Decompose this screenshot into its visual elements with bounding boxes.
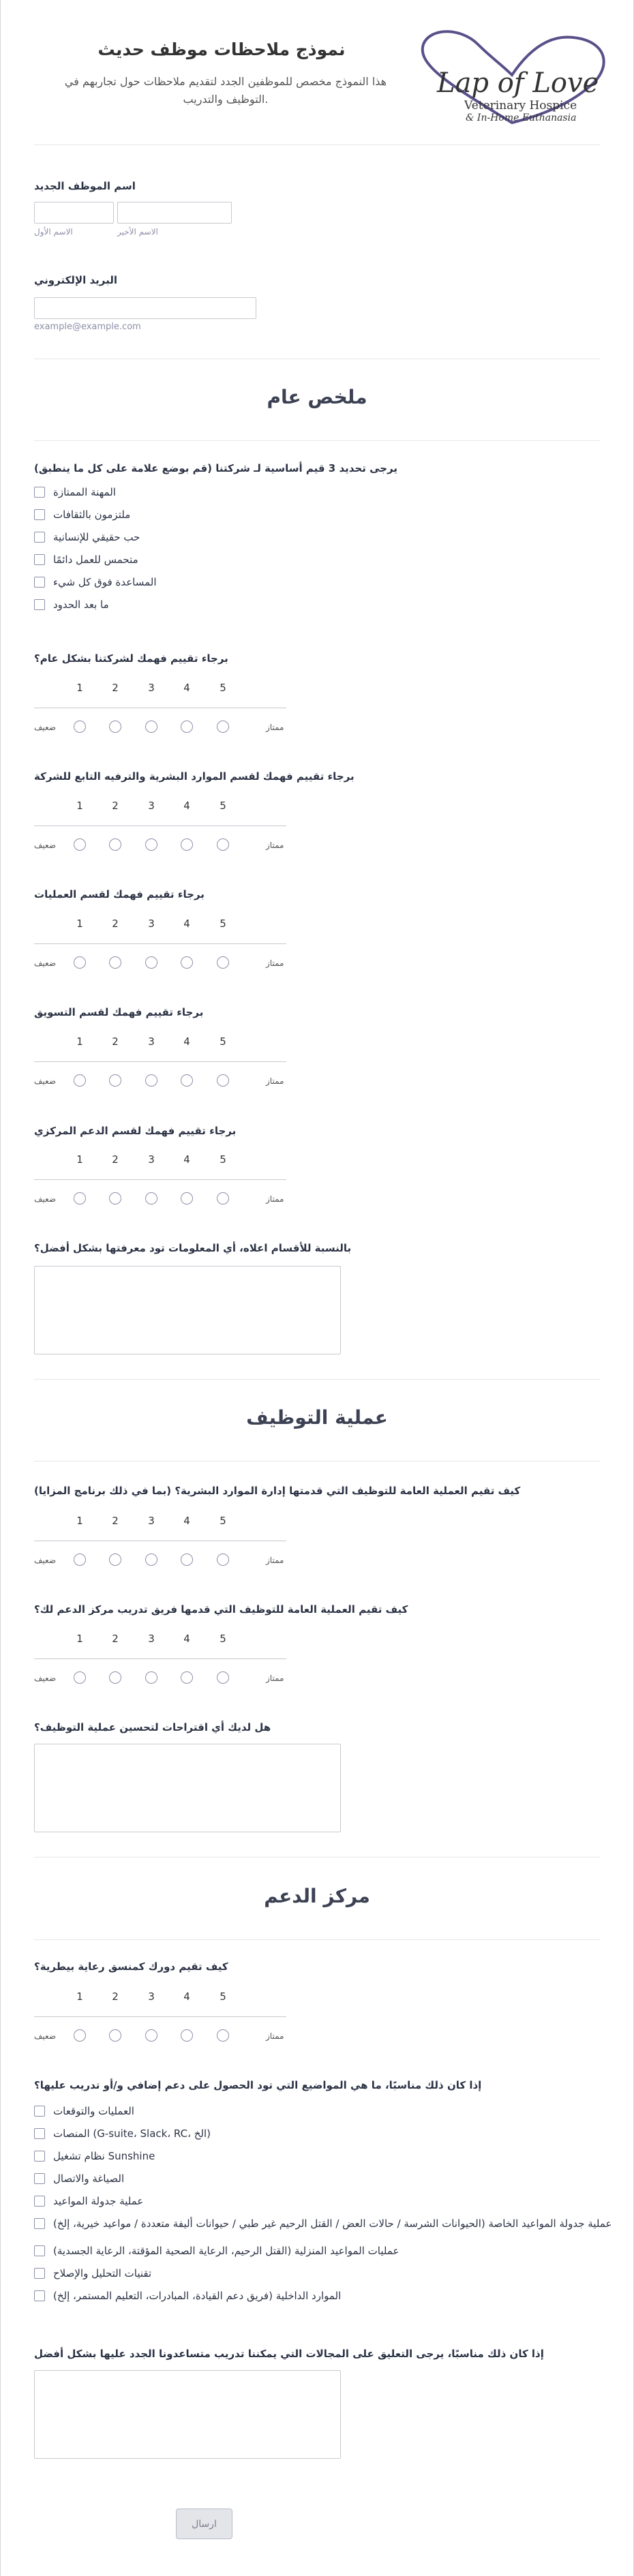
info-textarea[interactable] — [34, 1266, 341, 1354]
scale-high-label: ممتاز — [266, 1076, 284, 1086]
logo-lettering: Lap of Love — [437, 67, 599, 99]
scale-number: 1 — [76, 1153, 83, 1166]
scale-number: 3 — [148, 800, 155, 812]
checkbox[interactable] — [34, 2268, 45, 2279]
rating-radio[interactable] — [181, 1554, 193, 1566]
scale-number: 2 — [112, 1153, 119, 1166]
rating-radio[interactable] — [145, 1074, 157, 1087]
scale-number: 3 — [148, 1515, 155, 1527]
scale-number: 1 — [76, 1990, 83, 2003]
rating-question-label: كيف تقيم العملية العامة للتوظيف التي قدمها فريق تدريب مركز الدعم لك؟ — [34, 1603, 408, 1616]
scale-number: 2 — [112, 1633, 119, 1645]
checkbox[interactable] — [34, 554, 45, 565]
rating-radio[interactable] — [74, 1671, 86, 1684]
checkbox-label: عملية جدولة المواعيد الخاصة (الحيوانات الشرسة / حالات العض / القتل الرحيم غير طبي / حيوانات أليفة متعددة / مواعيد خيرية، إلخ) — [53, 2217, 612, 2230]
scale-number: 3 — [148, 1633, 155, 1645]
scale-number: 3 — [148, 682, 155, 694]
checkbox-label: عمليات المواعيد المنزلية (القتل الرحيم، الرعاية الصحية المؤقتة، الرعاية الجسدية) — [53, 2245, 399, 2257]
rating-scale — [34, 918, 286, 979]
rating-radio[interactable] — [145, 721, 157, 733]
rating-radio[interactable] — [181, 956, 193, 969]
rating-radio[interactable] — [74, 721, 86, 733]
scale-high-label: ممتاز — [266, 2031, 284, 2041]
rating-radio[interactable] — [217, 1192, 229, 1204]
rating-radio[interactable] — [181, 838, 193, 851]
scale-number: 4 — [183, 1515, 190, 1527]
rating-radio[interactable] — [145, 1192, 157, 1204]
rating-question-label: كيف تقيم العملية العامة للتوظيف التي قدمتها إدارة الموارد البشرية؟ (بما في ذلك برنامج المزايا) — [34, 1485, 521, 1497]
scale-high-label: ممتاز — [266, 958, 284, 968]
scale-number: 5 — [220, 1035, 226, 1048]
checkbox[interactable] — [34, 532, 45, 543]
scale-number: 2 — [112, 682, 119, 694]
checkbox-label: الصياغة والاتصال — [53, 2172, 125, 2185]
rating-radio[interactable] — [109, 1074, 121, 1087]
scale-high-label: ممتاز — [266, 1556, 284, 1565]
scale-number: 2 — [112, 1990, 119, 2003]
rating-radio[interactable] — [217, 838, 229, 851]
scale-low-label: ضعيف — [34, 958, 57, 968]
scale-number: 4 — [183, 1035, 190, 1048]
scale-divider — [34, 2016, 286, 2017]
checkbox[interactable] — [34, 487, 45, 498]
checkbox-option[interactable] — [34, 2193, 143, 2209]
scale-number: 5 — [220, 682, 226, 694]
rating-radio[interactable] — [109, 1671, 121, 1684]
email-label: البريد الإلكتروني — [34, 274, 117, 286]
checkbox[interactable] — [34, 2196, 45, 2207]
rating-radio[interactable] — [74, 838, 86, 851]
suggestions-question-label: هل لديك أي اقتراحات لتحسين عملية التوظيف؟ — [34, 1721, 271, 1733]
scale-number: 2 — [112, 918, 119, 930]
scale-number: 1 — [76, 1515, 83, 1527]
scale-number: 3 — [148, 1153, 155, 1166]
rating-scale — [34, 1990, 286, 2052]
suggestions-textarea[interactable] — [34, 1744, 341, 1832]
rating-radio[interactable] — [109, 1554, 121, 1566]
rating-radio[interactable] — [109, 956, 121, 969]
checkbox-label: عملية جدولة المواعيد — [53, 2195, 144, 2207]
form-title: نموذج ملاحظات موظف حديث — [97, 40, 346, 59]
rating-radio[interactable] — [109, 1192, 121, 1204]
scale-divider — [34, 1061, 286, 1062]
scale-number: 5 — [220, 1153, 226, 1166]
scale-high-label: ممتاز — [266, 1194, 284, 1204]
scale-high-label: ممتاز — [266, 840, 284, 850]
checkbox[interactable] — [34, 2290, 45, 2301]
rating-radio[interactable] — [74, 1192, 86, 1204]
rating-radio[interactable] — [109, 721, 121, 733]
checkbox-label: المساعدة فوق كل شيء — [53, 576, 157, 588]
scale-high-label: ممتاز — [266, 1673, 284, 1683]
rating-radio[interactable] — [74, 1074, 86, 1087]
checkbox-option[interactable] — [34, 596, 109, 613]
checkbox-label: العمليات والتوقعات — [53, 2105, 134, 2117]
checkbox-label: نظام تشغيل Sunshine — [53, 2150, 155, 2162]
checkbox-option[interactable] — [34, 2103, 134, 2119]
checkbox-label: حب حقيقي للإنسانية — [53, 531, 140, 543]
rating-scale — [34, 682, 286, 743]
rating-radio[interactable] — [217, 2029, 229, 2042]
rating-radio[interactable] — [181, 1074, 193, 1087]
checkbox-label: تقنيات التحليل والإصلاح — [53, 2267, 152, 2279]
rating-radio[interactable] — [145, 1671, 157, 1684]
scale-number: 2 — [112, 1035, 119, 1048]
scale-low-label: ضعيف — [34, 1556, 57, 1565]
scale-low-label: ضعيف — [34, 1076, 57, 1086]
checkbox[interactable] — [34, 577, 45, 588]
rating-question-label: برجاء تقييم فهمك لقسم التسويق — [34, 1006, 204, 1018]
rating-radio[interactable] — [181, 1192, 193, 1204]
scale-number: 3 — [148, 1990, 155, 2003]
email-sublabel: example@example.com — [34, 322, 141, 332]
scale-number: 5 — [220, 800, 226, 812]
rating-radio[interactable] — [181, 721, 193, 733]
rating-radio[interactable] — [217, 1671, 229, 1684]
section-heading-support: مركز الدعم — [264, 1885, 370, 1907]
scale-divider — [34, 825, 286, 826]
section-heading-overview: ملخص عام — [267, 386, 367, 408]
scale-divider — [34, 943, 286, 944]
scale-number: 4 — [183, 1633, 190, 1645]
rating-radio[interactable] — [145, 956, 157, 969]
checkbox-option[interactable] — [34, 574, 157, 590]
rating-radio[interactable] — [74, 1554, 86, 1566]
rating-scale — [34, 800, 286, 861]
checkbox[interactable] — [34, 2218, 45, 2229]
svg-text:Veterinary Hospice: Veterinary Hospice — [464, 99, 577, 112]
scale-low-label: ضعيف — [34, 1194, 57, 1204]
scale-low-label: ضعيف — [34, 723, 57, 732]
checkbox-option[interactable] — [34, 2125, 211, 2142]
checkbox-option[interactable] — [34, 506, 130, 523]
scale-number: 4 — [183, 1153, 190, 1166]
rating-radio[interactable] — [74, 956, 86, 969]
rating-question-label: كيف تقيم دورك كمنسق رعاية بيطرية؟ — [34, 1960, 228, 1973]
checkbox-option[interactable] — [34, 2288, 341, 2304]
checkbox-label: المهنة الممتازة — [53, 486, 116, 498]
scale-low-label: ضعيف — [34, 2031, 57, 2041]
rating-radio[interactable] — [217, 1074, 229, 1087]
checkbox-option[interactable] — [34, 2265, 151, 2282]
first-name-sublabel: الاسم الأول — [34, 227, 73, 237]
rating-scale — [34, 1633, 286, 1694]
info-question-label: بالنسبة للأقسام اعلاه، أي المعلومات تود معرفتها بشكل أفضل؟ — [34, 1242, 352, 1254]
svg-text:& In-Home Euthanasia: & In-Home Euthanasia — [466, 112, 577, 123]
checkbox[interactable] — [34, 2106, 45, 2117]
rating-radio[interactable] — [109, 838, 121, 851]
checkbox-option[interactable] — [34, 551, 138, 568]
rating-radio[interactable] — [181, 1671, 193, 1684]
rating-scale — [34, 1515, 286, 1576]
rating-radio[interactable] — [217, 956, 229, 969]
last-name-input[interactable] — [117, 202, 232, 224]
rating-question-label: برجاء تقييم فهمك لقسم الدعم المركزي — [34, 1125, 237, 1137]
checkbox-label: ملتزمون بالثقافات — [53, 509, 131, 521]
checkbox[interactable] — [34, 509, 45, 520]
last-name-sublabel: الاسم الأخير — [117, 227, 158, 237]
name-label: اسم الموظف الجديد — [34, 180, 136, 192]
rating-scale — [34, 1153, 286, 1215]
rating-question-label: برجاء تقييم فهمك لقسم الموارد البشرية والترفيه التابع للشركة — [34, 770, 354, 783]
rating-radio[interactable] — [109, 2029, 121, 2042]
checkbox[interactable] — [34, 2173, 45, 2184]
rating-radio[interactable] — [74, 2029, 86, 2042]
checkbox-option[interactable] — [34, 2148, 155, 2164]
checkbox[interactable] — [34, 2151, 45, 2162]
scale-low-label: ضعيف — [34, 840, 57, 850]
submit-button[interactable]: ارسال — [176, 2509, 232, 2539]
form-description: هذا النموذج مخصص للموظفين الجدد لتقديم ملاحظات حول تجاربهم في التوظيف والتدريب. — [64, 75, 387, 106]
scale-number: 2 — [112, 1515, 119, 1527]
checkbox-label: المنصات (G-suite، Slack، RC، الخ) — [53, 2127, 211, 2140]
scale-high-label: ممتاز — [266, 723, 284, 732]
scale-number: 3 — [148, 918, 155, 930]
scale-number: 5 — [220, 1515, 226, 1527]
checkbox[interactable] — [34, 2128, 45, 2139]
rating-radio[interactable] — [145, 2029, 157, 2042]
section-heading-hiring: عملية التوظيف — [246, 1406, 388, 1429]
checkbox-label: ما بعد الحدود — [53, 598, 109, 611]
checkbox-option[interactable] — [34, 2170, 124, 2187]
scale-number: 4 — [183, 800, 190, 812]
trainers-textarea[interactable] — [34, 2370, 341, 2459]
scale-number: 5 — [220, 918, 226, 930]
rating-question-label: برجاء تقييم فهمك لقسم العمليات — [34, 888, 205, 900]
scale-number: 4 — [183, 682, 190, 694]
scale-number: 2 — [112, 800, 119, 812]
checkbox-option[interactable] — [34, 484, 116, 500]
rating-scale — [34, 1035, 286, 1097]
checkbox-label: متحمس للعمل دائمًا — [53, 554, 138, 566]
checkbox[interactable] — [34, 2245, 45, 2256]
trainers-question-label: إذا كان ذلك مناسبًا، يرجى التعليق على المجالات التي يمكننا تدريب متساعدونا الجدد عليها بشكل أفضل — [34, 2348, 544, 2360]
rating-radio[interactable] — [217, 721, 229, 733]
values-question-label: يرجى تحديد 3 قيم أساسية لـ شركتنا (قم بوضع علامة على كل ما ينطبق) — [34, 462, 398, 474]
scale-number: 1 — [76, 682, 83, 694]
checkbox-label: الموارد الداخلية (فريق دعم القيادة، المبادرات، التعليم المستمر، إلخ) — [53, 2290, 342, 2302]
scale-number: 3 — [148, 1035, 155, 1048]
scale-number: 4 — [183, 1990, 190, 2003]
company-logo — [410, 27, 614, 130]
checkbox[interactable] — [34, 599, 45, 610]
checkbox-option[interactable] — [34, 2215, 612, 2232]
rating-radio[interactable] — [145, 1554, 157, 1566]
first-name-input[interactable] — [34, 202, 114, 224]
rating-question-label: برجاء تقييم فهمك لشركتنا بشكل عام؟ — [34, 652, 228, 665]
email-input[interactable] — [34, 297, 256, 319]
rating-radio[interactable] — [181, 2029, 193, 2042]
scale-divider — [34, 1658, 286, 1659]
scale-number: 1 — [76, 1633, 83, 1645]
scale-number: 5 — [220, 1633, 226, 1645]
scale-number: 4 — [183, 918, 190, 930]
scale-number: 1 — [76, 800, 83, 812]
scale-number: 1 — [76, 1035, 83, 1048]
scale-number: 1 — [76, 918, 83, 930]
checkbox-option[interactable] — [34, 2243, 399, 2259]
scale-divider — [34, 1179, 286, 1180]
rating-radio[interactable] — [217, 1554, 229, 1566]
scale-number: 5 — [220, 1990, 226, 2003]
scale-low-label: ضعيف — [34, 1673, 57, 1683]
checkbox-option[interactable] — [34, 529, 140, 545]
rating-radio[interactable] — [145, 838, 157, 851]
topics-question-label: إذا كان ذلك مناسبًا، ما هي المواضيع التي تود الحصول على دعم إضافي و/أو تدريب عليها؟ — [34, 2079, 482, 2091]
